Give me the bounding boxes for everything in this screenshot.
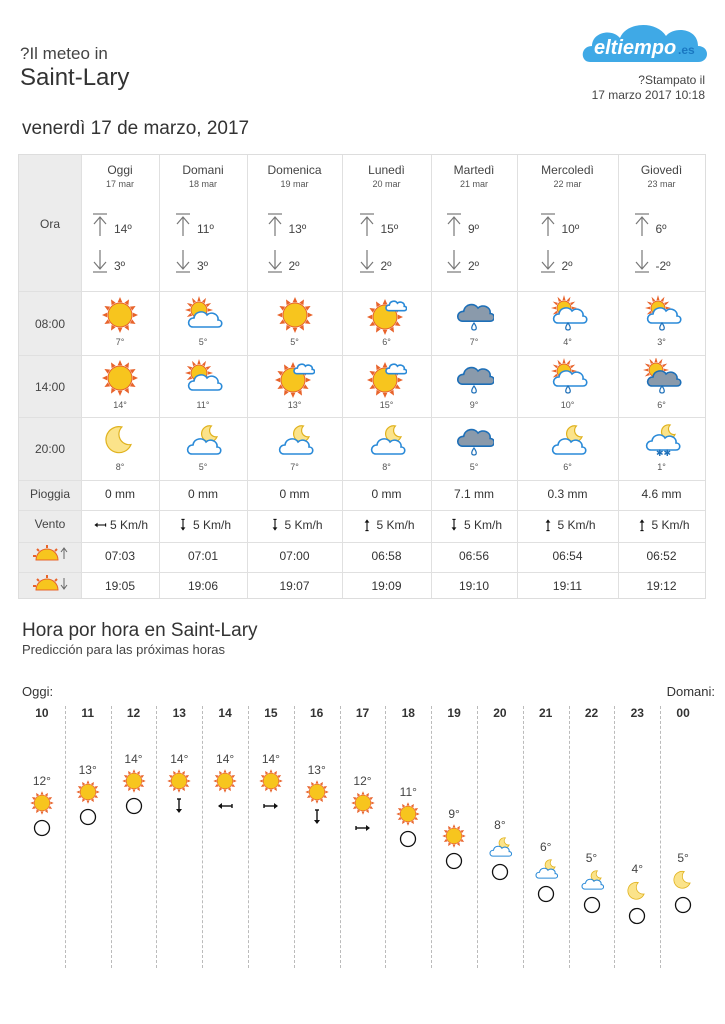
- hour-temp: 4°: [631, 862, 644, 876]
- day-date: 20 mar: [372, 179, 401, 189]
- hour-divider: [111, 706, 112, 968]
- hour-divider: [248, 706, 249, 968]
- moon-cloud-icon: [367, 420, 407, 460]
- period-temp: 6°: [657, 400, 666, 410]
- column-divider: [342, 155, 343, 598]
- printed-date: 17 marzo 2017 10:18: [591, 88, 705, 102]
- sunrise-time: 06:52: [646, 549, 677, 563]
- max-temp-arrow-icon: [540, 213, 556, 237]
- row-divider: [19, 355, 705, 356]
- min-temp-arrow-icon: [446, 249, 462, 273]
- hour-temp: 11°: [399, 785, 417, 799]
- hour-temp: 14°: [216, 752, 235, 766]
- row-divider: [19, 291, 705, 292]
- forecast-date-title: venerdì 17 de marzo, 2017: [22, 118, 250, 139]
- hour-temp: 5°: [585, 851, 598, 865]
- rain-amount: 0.3 mm: [547, 487, 588, 501]
- label-0800: 08:00: [34, 317, 66, 331]
- sunset-time: 19:07: [279, 579, 310, 593]
- column-divider: [517, 155, 518, 598]
- period-temp: 6°: [563, 462, 572, 472]
- calm-circle-icon: [673, 895, 693, 915]
- period-temp: 7°: [469, 337, 479, 347]
- sun-icon: [441, 823, 467, 849]
- max-temp: 10º: [561, 222, 580, 236]
- min-temp: 2º: [561, 259, 573, 273]
- snow-icon: [642, 420, 682, 460]
- hour-label: 19: [447, 706, 461, 720]
- min-temp-arrow-icon: [359, 249, 375, 273]
- hour-divider: [614, 706, 615, 968]
- sun-icon: [350, 790, 376, 816]
- hour-label: 18: [401, 706, 415, 720]
- hour-temp: 5°: [677, 851, 689, 865]
- sun-rain-icon: [548, 358, 588, 398]
- moon-icon: [624, 878, 650, 904]
- hour-divider: [202, 706, 203, 968]
- hour-temp: 6°: [539, 840, 552, 854]
- day-name: Lunedì: [368, 163, 405, 177]
- sun-icon: [100, 358, 140, 398]
- sun-icon: [304, 779, 330, 805]
- min-temp: 2º: [380, 259, 392, 273]
- min-temp: 3º: [114, 259, 126, 273]
- wind-arrow-icon: [446, 517, 462, 533]
- sunrise-icon: [33, 544, 69, 564]
- sunrise-time: 07:03: [104, 549, 136, 563]
- max-temp-arrow-icon: [634, 213, 650, 237]
- hour-divider: [340, 706, 341, 968]
- period-temp: 5°: [198, 462, 208, 472]
- hour-divider: [65, 706, 66, 968]
- period-temp: 8°: [382, 462, 391, 472]
- hour-divider: [523, 706, 524, 968]
- hour-label: 15: [264, 706, 278, 720]
- wind-arrow-icon: [261, 796, 281, 816]
- today-label: Oggi:: [22, 684, 54, 699]
- min-temp: 3º: [197, 259, 209, 273]
- max-temp-arrow-icon: [359, 213, 375, 237]
- sun-icon: [166, 768, 192, 794]
- hour-label: 14: [218, 706, 232, 720]
- wind-speed: 5 Km/h: [651, 518, 690, 532]
- sun-rain-grey-icon: [642, 358, 682, 398]
- sun-small-cloud-icon: [367, 295, 407, 335]
- wind-speed: 5 Km/h: [557, 518, 596, 532]
- rain-amount: 0 mm: [105, 487, 135, 501]
- rain-amount: 7.1 mm: [453, 487, 494, 501]
- period-temp: 5°: [198, 337, 208, 347]
- period-temp: 15°: [379, 400, 394, 410]
- rain-amount: 4.6 mm: [641, 487, 682, 501]
- hour-label: 13: [172, 706, 186, 720]
- sun-icon: [395, 801, 421, 827]
- column-divider: [431, 155, 432, 598]
- hour-label: 20: [493, 706, 507, 720]
- day-name: Mercoledì: [541, 163, 594, 177]
- calm-circle-icon: [490, 862, 510, 882]
- rain-amount: 0 mm: [371, 487, 402, 501]
- wind-arrow-icon: [175, 517, 191, 533]
- period-temp: 8°: [115, 462, 125, 472]
- wind-arrow-icon: [215, 796, 235, 816]
- hour-label: 10: [35, 706, 49, 720]
- max-temp: 9º: [468, 222, 480, 236]
- svg-text:.es: .es: [678, 43, 695, 57]
- hour-divider: [294, 706, 295, 968]
- sunset-time: 19:06: [187, 579, 219, 593]
- moon-cloud-icon: [548, 420, 588, 460]
- min-temp: 2º: [288, 259, 300, 273]
- wind-arrow-icon: [92, 517, 108, 533]
- sunrise-time: 06:54: [552, 549, 583, 563]
- period-temp: 10°: [560, 400, 575, 410]
- sun-icon: [275, 295, 315, 335]
- label-ora: Ora: [39, 217, 60, 231]
- day-name: Giovedì: [640, 163, 683, 177]
- column-divider: [247, 155, 248, 598]
- hourly-title: Hora por hora en Saint-Lary: [22, 620, 258, 641]
- day-name: Oggi: [107, 163, 133, 177]
- sun-icon: [212, 768, 238, 794]
- min-temp: -2º: [655, 259, 671, 273]
- calm-circle-icon: [78, 807, 98, 827]
- label-vento: Vento: [34, 517, 66, 531]
- hour-temp: 12°: [32, 774, 51, 788]
- moon-cloud-icon: [275, 420, 315, 460]
- moon-cloud-icon: [533, 856, 559, 882]
- label-pioggia: Pioggia: [29, 487, 71, 501]
- day-date: 22 mar: [553, 179, 582, 189]
- period-temp: 3°: [657, 337, 666, 347]
- city-name: Saint-Lary: [20, 64, 130, 91]
- svg-text:eltiempo: eltiempo: [594, 37, 677, 59]
- sunset-icon: [33, 574, 69, 594]
- wind-speed: 5 Km/h: [464, 518, 503, 532]
- hour-temp: 8°: [494, 818, 506, 832]
- hour-divider: [660, 706, 661, 968]
- period-temp: 5°: [290, 337, 299, 347]
- column-divider: [159, 155, 160, 598]
- day-date: 17 mar: [105, 179, 134, 189]
- hour-divider: [569, 706, 570, 968]
- calm-circle-icon: [124, 796, 144, 816]
- min-temp-arrow-icon: [267, 249, 283, 273]
- wind-arrow-icon: [634, 517, 650, 533]
- svg-text:✱✱: ✱✱: [655, 449, 671, 459]
- row-divider: [19, 417, 705, 418]
- moon-icon: [100, 420, 140, 460]
- day-date: 23 mar: [647, 179, 676, 189]
- wind-speed: 5 Km/h: [110, 518, 149, 532]
- sunrise-time: 07:01: [187, 549, 219, 563]
- rain-amount: 0 mm: [279, 487, 310, 501]
- wind-arrow-icon: [307, 807, 327, 827]
- calm-circle-icon: [444, 851, 464, 871]
- hour-label: 23: [630, 706, 644, 720]
- sun-rain-icon: [548, 295, 588, 335]
- day-name: Martedì: [453, 163, 495, 177]
- hour-temp: 14°: [261, 752, 280, 766]
- period-temp: 6°: [382, 337, 391, 347]
- sun-cloud-icon: [183, 358, 223, 398]
- moon-cloud-icon: [579, 867, 605, 893]
- hour-label: 00: [676, 706, 690, 720]
- header-subtitle: ?Il meteo in: [20, 44, 108, 63]
- sun-cloud-icon: [183, 295, 223, 335]
- period-temp: 14°: [113, 400, 127, 410]
- sun-icon: [75, 779, 101, 805]
- sun-icon: [29, 790, 55, 816]
- sun-icon: [258, 768, 284, 794]
- hour-temp: 12°: [353, 774, 372, 788]
- wind-arrow-icon: [169, 796, 189, 816]
- printed-info: [592, 73, 705, 103]
- calm-circle-icon: [32, 818, 52, 838]
- calm-circle-icon: [582, 895, 602, 915]
- hour-label: 21: [539, 706, 553, 720]
- max-temp: 14º: [114, 222, 132, 236]
- hour-divider: [156, 706, 157, 968]
- column-divider: [81, 155, 82, 598]
- eltiempo-logo[interactable]: [582, 18, 708, 68]
- hour-label: 11: [81, 706, 95, 720]
- row-divider: [19, 510, 705, 511]
- max-temp-arrow-icon: [92, 213, 108, 237]
- period-temp: 7°: [290, 462, 299, 472]
- sun-small-cloud-icon: [367, 358, 407, 398]
- day-date: 21 mar: [459, 179, 488, 189]
- hour-label: 12: [126, 706, 141, 720]
- hour-temp: 9°: [448, 807, 460, 821]
- rain-cloud-icon: [454, 358, 494, 398]
- label-1400: 14:00: [34, 380, 66, 394]
- wind-speed: 5 Km/h: [193, 518, 232, 532]
- moon-cloud-icon: [487, 834, 513, 860]
- row-divider: [19, 480, 705, 481]
- day-name: Domenica: [267, 163, 322, 177]
- hourly-subtitle: Predicción para las próximas horas: [22, 642, 226, 657]
- min-temp: 2º: [468, 259, 480, 273]
- wind-speed: 5 Km/h: [284, 518, 323, 532]
- sunset-time: 19:09: [371, 579, 402, 593]
- sunset-time: 19:11: [552, 579, 583, 593]
- wind-speed: 5 Km/h: [376, 518, 415, 532]
- wind-arrow-icon: [540, 517, 556, 533]
- sunrise-time: 06:58: [371, 549, 402, 563]
- hour-temp: 14°: [170, 752, 189, 766]
- period-temp: 7°: [115, 337, 125, 347]
- moon-cloud-icon: [183, 420, 223, 460]
- period-temp: 4°: [563, 337, 572, 347]
- rain-amount: 0 mm: [188, 487, 218, 501]
- calm-circle-icon: [536, 884, 556, 904]
- hour-divider: [385, 706, 386, 968]
- wind-arrow-icon: [353, 818, 373, 838]
- hour-label: 22: [584, 706, 599, 720]
- period-temp: 13°: [287, 400, 302, 410]
- max-temp: 6º: [655, 222, 667, 236]
- rain-cloud-icon: [454, 420, 494, 460]
- wind-arrow-icon: [267, 517, 283, 533]
- hour-temp: 14°: [124, 752, 143, 766]
- max-temp: 13º: [288, 222, 307, 236]
- row-divider: [19, 572, 705, 573]
- min-temp-arrow-icon: [175, 249, 191, 273]
- hour-temp: 13°: [78, 763, 97, 777]
- min-temp-arrow-icon: [634, 249, 650, 273]
- moon-icon: [670, 867, 696, 893]
- rain-cloud-icon: [454, 295, 494, 335]
- max-temp: 11º: [197, 222, 214, 236]
- hour-divider: [431, 706, 432, 968]
- hour-label: 16: [310, 706, 324, 720]
- sun-icon: [121, 768, 147, 794]
- calm-circle-icon: [398, 829, 418, 849]
- day-date: 18 mar: [188, 179, 217, 189]
- sunset-time: 19:12: [646, 579, 677, 593]
- column-divider: [618, 155, 619, 598]
- max-temp-arrow-icon: [175, 213, 191, 237]
- min-temp-arrow-icon: [92, 249, 108, 273]
- tomorrow-label: Domani:: [666, 684, 715, 699]
- sunrise-time: 07:00: [279, 549, 310, 563]
- hour-divider: [477, 706, 478, 968]
- sunset-time: 19:10: [458, 579, 490, 593]
- max-temp-arrow-icon: [446, 213, 462, 237]
- sunrise-time: 06:56: [458, 549, 490, 563]
- sun-icon: [100, 295, 140, 335]
- period-temp: 9°: [469, 400, 479, 410]
- sun-rain-icon: [642, 295, 682, 335]
- printed-label: ?Stampato il: [638, 73, 705, 87]
- day-date: 19 mar: [280, 179, 309, 189]
- hour-temp: 13°: [307, 763, 326, 777]
- hour-label: 17: [355, 706, 370, 720]
- wind-arrow-icon: [359, 517, 375, 533]
- max-temp: 15º: [380, 222, 399, 236]
- day-name: Domani: [182, 163, 224, 177]
- sun-small-cloud-icon: [275, 358, 315, 398]
- calm-circle-icon: [627, 906, 647, 926]
- period-temp: 5°: [469, 462, 479, 472]
- min-temp-arrow-icon: [540, 249, 556, 273]
- forecast-table: [18, 154, 706, 599]
- period-temp: 1°: [657, 462, 666, 472]
- label-2000: 20:00: [34, 442, 66, 456]
- row-divider: [19, 542, 705, 543]
- sunset-time: 19:05: [104, 579, 136, 593]
- period-temp: 11°: [196, 400, 210, 410]
- max-temp-arrow-icon: [267, 213, 283, 237]
